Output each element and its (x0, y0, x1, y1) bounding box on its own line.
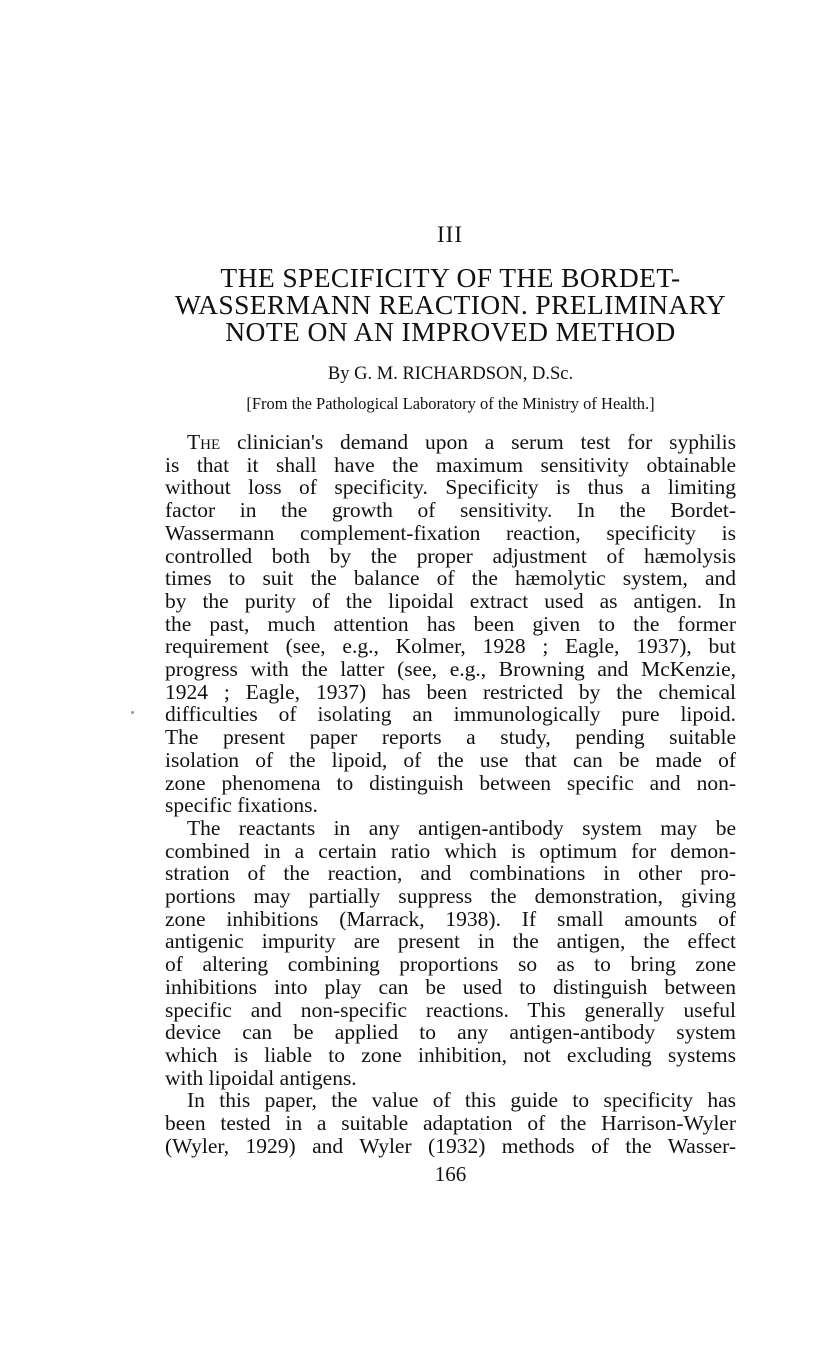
text-line: controlled both by the proper adjustment of hæmolysis (165, 543, 736, 568)
section-number: III (437, 222, 463, 247)
page-number: 166 (434, 1162, 467, 1186)
text-line: is that it shall have the maximum sensitivity obtainable (165, 452, 736, 477)
article-body (165, 431, 736, 1158)
text-line: In this paper, the value of this guide to specificity has (187, 1088, 736, 1113)
text-line: specific and non-specific reactions. This generally useful (165, 997, 736, 1022)
lead-word: The (187, 430, 221, 454)
text-line: of altering combining proportions so as to bring zone (165, 952, 736, 977)
article-title (165, 264, 736, 345)
text-line: combined in a certain ratio which is optimum for demon- (165, 838, 736, 863)
text-line: requirement (see, e.g., Kolmer, 1928 ; Eagle, 1937), but (165, 634, 736, 659)
text-line: by the purity of the lipoidal extract used as antigen. In (165, 588, 736, 613)
text-line: factor in the growth of sensitivity. In the Bordet- (165, 498, 736, 523)
text-line: isolation of the lipoid, of the use that can be made of (165, 747, 736, 772)
text-line: antigenic impurity are present in the antigen, the effect (165, 929, 736, 954)
text-line: inhibitions into play can be used to distinguish between (165, 974, 736, 999)
text-line: specific fixations. (165, 793, 318, 818)
text-line: difficulties of isolating an immunologically pure lipoid. (165, 702, 736, 727)
text-line: 1924 ; Eagle, 1937) has been restricted by the chemical (165, 679, 736, 704)
text-line: The present paper reports a study, pending suitable (165, 725, 736, 750)
text-line: zone phenomena to distinguish between specific and non- (165, 770, 736, 795)
author-byline: By G. M. RICHARDSON, D.Sc. (327, 364, 574, 384)
title-line: NOTE ON AN IMPROVED METHOD (225, 316, 676, 347)
text-line: without loss of specificity. Specificity is thus a limiting (165, 475, 736, 500)
text-line: (Wyler, 1929) and Wyler (1932) methods of the Wasser- (165, 1133, 736, 1158)
text-line: times to suit the balance of the hæmolytic system, and (165, 566, 736, 591)
text-line: device can be applied to any antigen-antibody system (165, 1020, 736, 1045)
title-line: WASSERMANN REACTION. PRELIMINARY (174, 289, 727, 320)
text-line: the past, much attention has been given to the former (165, 611, 736, 636)
text-line: progress with the latter (see, e.g., Browning and McKenzie, (165, 657, 736, 682)
title-line: THE SPECIFICITY OF THE BORDET- (220, 262, 681, 293)
text-line: zone inhibitions (Marrack, 1938). If small amounts of (165, 906, 736, 931)
text-line: stration of the reaction, and combinations in other pro- (165, 861, 736, 886)
paragraph-2 (165, 817, 736, 1089)
author-affiliation: [From the Pathological Laboratory of the Ministry of Health.] (246, 394, 655, 413)
text-line: Wassermann complement-fixation reaction, specificity is (165, 520, 736, 545)
margin-mark (131, 711, 134, 714)
text-line: The clinician's demand upon a serum test for syphilis (187, 430, 736, 454)
text-line: portions may partially suppress the demonstration, giving (165, 884, 736, 909)
paragraph-3 (165, 1089, 736, 1157)
paragraph-1 (165, 431, 736, 817)
text-line: been tested in a suitable adaptation of the Harrison-Wyler (165, 1111, 736, 1136)
text-line: which is liable to zone inhibition, not excluding systems (165, 1042, 736, 1067)
text-line: The reactants in any antigen-antibody system may be (187, 815, 736, 840)
text-line: with lipoidal antigens. (165, 1065, 357, 1090)
